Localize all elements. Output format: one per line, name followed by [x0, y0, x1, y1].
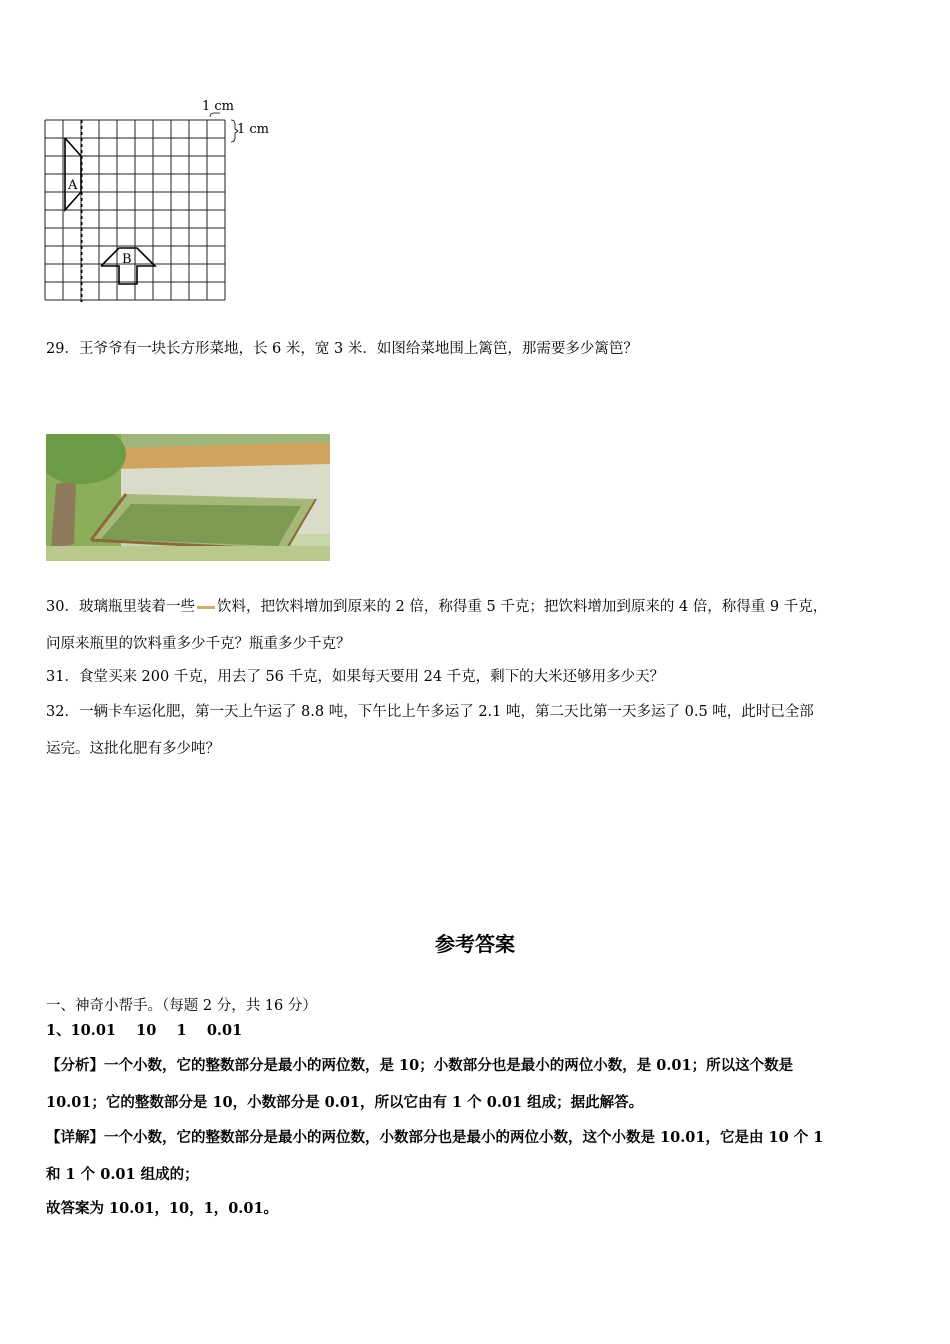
shape-b-label: B: [122, 252, 132, 267]
detail-line-2: 和 1 个 0.01 组成的；: [46, 1166, 199, 1183]
question-30-line2: 问原来瓶里的饮料重多少千克？瓶重多少千克？: [46, 636, 351, 652]
detail-line-1: 【详解】一个小数，它的整数部分是最小的两位数，小数部分也是最小的两位小数，这个小数是 10.01，它是由 10 个 1: [46, 1129, 824, 1146]
vegetable-garden-illustration: [46, 434, 330, 561]
fill-blank: [197, 606, 215, 609]
answer-item-1: 1、10.01 10 1 0.01: [46, 1022, 243, 1039]
question-30-line1: [46, 595, 827, 616]
question-30-part1: 30．玻璃瓶里装着一些: [46, 599, 195, 615]
question-32-line2: 运完。这批化肥有多少吨？: [46, 741, 220, 757]
answers-section-1: 一、神奇小帮手。（每题 2 分，共 16 分）: [46, 998, 317, 1014]
question-29: 29．王爷爷有一块长方形菜地，长 6 米，宽 3 米．如图给菜地围上篱笆，那需要多少篱笆？: [46, 341, 638, 357]
answers-title: 参考答案: [435, 932, 515, 956]
question-30-part2: 饮料，把饮料增加到原来的 2 倍，称得重 5 千克；把饮料增加到原来的 4 倍，称得重 9 千克，: [216, 599, 828, 615]
grid-label-top: 1 cm: [202, 99, 235, 114]
question-32-line1: 32．一辆卡车运化肥，第一天上午运了 8.8 吨，下午比上午多运了 2.1 吨，第二天比第一天多运了 0.5 吨，此时已全部: [46, 704, 814, 720]
grid-label-right: 1 cm: [237, 122, 270, 137]
conclusion: 故答案为 10.01，10，1，0.01。: [46, 1200, 279, 1217]
analysis-line-1: 【分析】一个小数，它的整数部分是最小的两位数，是 10；小数部分也是最小的两位小数，是 0.01；所以这个数是: [46, 1057, 794, 1074]
analysis-line-2: 10.01；它的整数部分是 10，小数部分是 0.01，所以它由有 1 个 0.01 组成；据此解答。: [46, 1094, 644, 1111]
shape-a-label: A: [68, 178, 78, 193]
question-31: 31．食堂买来 200 千克，用去了 56 千克，如果每天要用 24 千克，剩下的大米还够用多少天？: [46, 669, 665, 685]
grid-figure: [40, 95, 280, 310]
